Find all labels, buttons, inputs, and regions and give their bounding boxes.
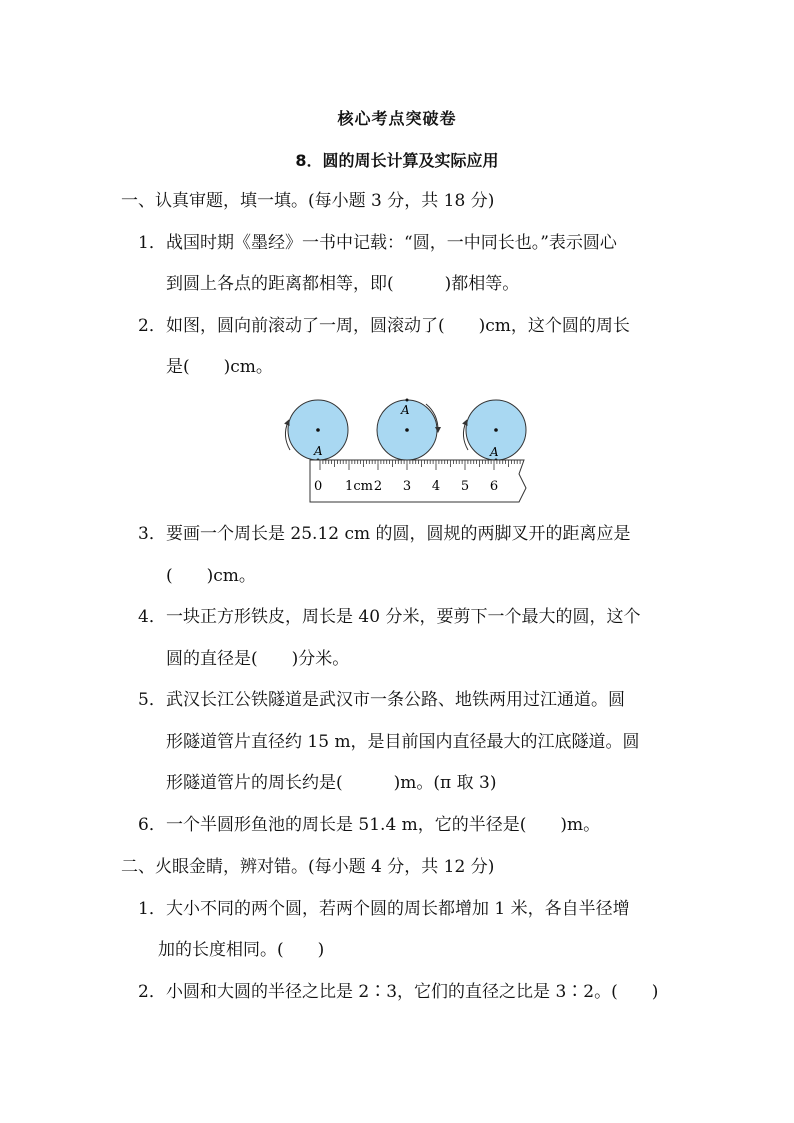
ruler-label: 1cm [345,479,373,494]
ruler-label: 0 [314,479,323,494]
point-a-dot [406,399,409,402]
question-1-1-line2: 到圆上各点的距离都相等，即( )都相等。 [166,274,520,294]
question-1-5 [138,688,625,712]
question-text: 大小不同的两个圆，若两个圆的周长都增加 1 米，各自半径增 [166,899,630,919]
ruler-label: 5 [460,479,470,494]
point-a-label: A [314,444,323,458]
question-number: 3． [138,524,166,544]
center-dot [494,428,498,432]
center-dot [316,428,320,432]
center-dot [405,428,409,432]
section1-heading: 一、认真审题，填一填。(每小题 3 分，共 18 分) [121,191,495,211]
question-text: 武汉长江公铁隧道是武汉市一条公路、地铁两用过江通道。圆 [166,690,625,710]
question-number: 1． [138,899,166,919]
page-title: 核心考点突破卷 [337,109,457,128]
page-subtitle: 8．圆的周长计算及实际应用 [295,151,499,170]
question-number: 5． [138,690,166,710]
question-1-4 [138,605,640,629]
question-text: 如图，圆向前滚动了一周，圆滚动了( )cm，这个圆的周长 [166,316,630,336]
question-1-6 [138,813,600,837]
section2-heading: 二、火眼金睛，辨对错。(每小题 4 分，共 12 分) [121,857,495,877]
question-number: 1． [138,233,166,253]
question-2-2 [138,980,658,1004]
question-1-2-line2: 是( )cm。 [166,357,273,377]
question-1-5-line3: 形隧道管片的周长约是( )m。(π 取 3) [166,773,497,793]
rolling-circle-figure [276,392,532,508]
question-1-4-line2: 圆的直径是( )分米。 [166,649,350,669]
question-number: 6． [138,815,166,835]
question-1-3-line2: ( )cm。 [166,566,256,586]
question-1-5-line2: 形隧道管片直径约 15 m，是目前国内直径最大的江底隧道。圆 [166,732,640,752]
question-number: 2． [138,982,166,1002]
ruler-label: 2 [373,479,383,494]
question-number: 2． [138,316,166,336]
point-a-label: A [490,445,499,459]
ruler-label: 4 [431,479,441,494]
question-text: 一块正方形铁皮，周长是 40 分米，要剪下一个最大的圆，这个 [166,607,641,627]
question-text: 要画一个周长是 25.12 cm 的圆，圆规的两脚叉开的距离应是 [166,524,631,544]
question-2-1-line2: 加的长度相同。( ) [158,940,325,960]
question-1-2 [138,314,630,338]
question-1-3 [138,522,631,546]
question-number: 4． [138,607,166,627]
ruler-label: 6 [489,479,499,494]
question-text: 战国时期《墨经》一书中记载：“圆，一中同长也。”表示圆心 [166,233,617,253]
point-a-label: A [401,403,410,417]
ruler-label: 3 [402,479,412,494]
question-text: 小圆和大圆的半径之比是 2∶3，它们的直径之比是 3∶2。( ) [166,982,659,1002]
question-2-1 [138,897,630,921]
question-1-1 [138,231,617,255]
question-text: 一个半圆形鱼池的周长是 51.4 m，它的半径是( )m。 [166,815,601,835]
